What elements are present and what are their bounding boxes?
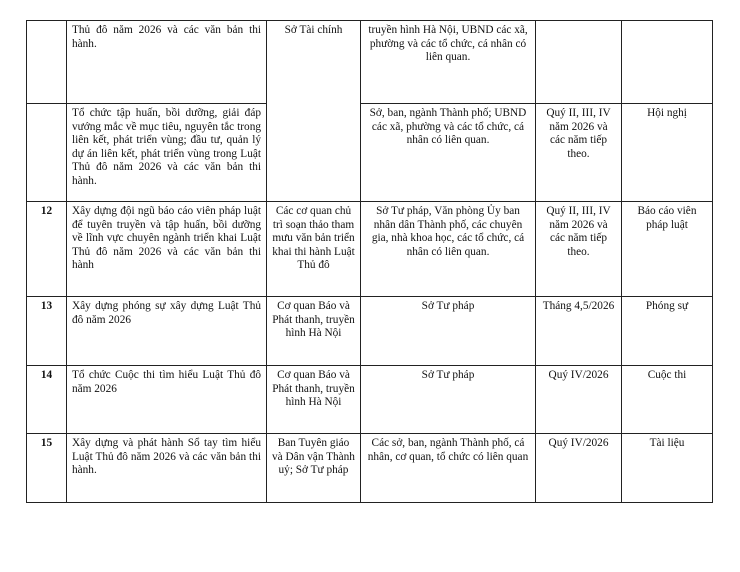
row-number: 13	[27, 297, 67, 366]
timeline: Quý II, III, IV năm 2026 và các năm tiếp theo.	[536, 202, 622, 297]
implementation-plan-table	[26, 20, 713, 503]
task-content: Xây dựng và phát hành Sổ tay tìm hiểu Luật Thủ đô năm 2026 và các văn bản thi hành.	[67, 434, 267, 503]
lead-agency: Cơ quan Báo và Phát thanh, truyền hình Hà Nội	[267, 297, 361, 366]
timeline: Quý II, III, IV năm 2026 và các năm tiếp theo.	[536, 104, 622, 202]
product: Tài liệu	[622, 434, 713, 503]
coordinating-agency: truyền hình Hà Nội, UBND các xã, phường và các tổ chức, cá nhân có liên quan.	[361, 21, 536, 104]
timeline	[536, 21, 622, 104]
task-content: Thủ đô năm 2026 và các văn bản thi hành.	[67, 21, 267, 104]
table-row	[27, 104, 713, 202]
timeline: Quý IV/2026	[536, 434, 622, 503]
row-number: 14	[27, 366, 67, 434]
timeline: Tháng 4,5/2026	[536, 297, 622, 366]
task-content: Tổ chức tập huấn, bồi dưỡng, giải đáp vướng mắc về mục tiêu, nguyên tắc trong liên kết, phát triển vùng; đầu tư, quản lý dự án liên kết, phát triển vùng trong Luật Thủ đô năm 2026 và các văn bản thi hành.	[67, 104, 267, 202]
lead-agency: Sở Tài chính	[267, 21, 361, 202]
product: Hội nghị	[622, 104, 713, 202]
task-content: Xây dựng đội ngũ báo cáo viên pháp luật để tuyên truyền và tập huấn, bồi dưỡng về lĩnh vực chuyên ngành triển khai Luật Thủ đô năm 2026 và các văn bản thi hành	[67, 202, 267, 297]
table-row	[27, 21, 713, 104]
lead-agency: Cơ quan Báo và Phát thanh, truyền hình Hà Nội	[267, 366, 361, 434]
timeline: Quý IV/2026	[536, 366, 622, 434]
task-content: Xây dựng phóng sự xây dựng Luật Thủ đô năm 2026	[67, 297, 267, 366]
coordinating-agency: Sở, ban, ngành Thành phố; UBND các xã, phường và các tổ chức, cá nhân có liên quan.	[361, 104, 536, 202]
lead-agency: Các cơ quan chủ trì soạn thảo tham mưu văn bản triển khai thi hành Luật Thủ đô	[267, 202, 361, 297]
table-row	[27, 202, 713, 297]
row-number: 15	[27, 434, 67, 503]
row-number	[27, 21, 67, 104]
product	[622, 21, 713, 104]
coordinating-agency: Sở Tư pháp, Văn phòng Ủy ban nhân dân Thành phố, các chuyên gia, nhà khoa học, các tổ chức, cá nhân có liên quan.	[361, 202, 536, 297]
table-row	[27, 366, 713, 434]
coordinating-agency: Sở Tư pháp	[361, 297, 536, 366]
table-row	[27, 297, 713, 366]
table-row	[27, 434, 713, 503]
row-number	[27, 104, 67, 202]
product: Cuộc thi	[622, 366, 713, 434]
product: Phóng sự	[622, 297, 713, 366]
task-content: Tổ chức Cuộc thi tìm hiểu Luật Thủ đô năm 2026	[67, 366, 267, 434]
coordinating-agency: Các sở, ban, ngành Thành phố, cá nhân, cơ quan, tổ chức có liên quan	[361, 434, 536, 503]
product: Báo cáo viên pháp luật	[622, 202, 713, 297]
row-number: 12	[27, 202, 67, 297]
coordinating-agency: Sở Tư pháp	[361, 366, 536, 434]
lead-agency: Ban Tuyên giáo và Dân vận Thành uỷ; Sở Tư pháp	[267, 434, 361, 503]
